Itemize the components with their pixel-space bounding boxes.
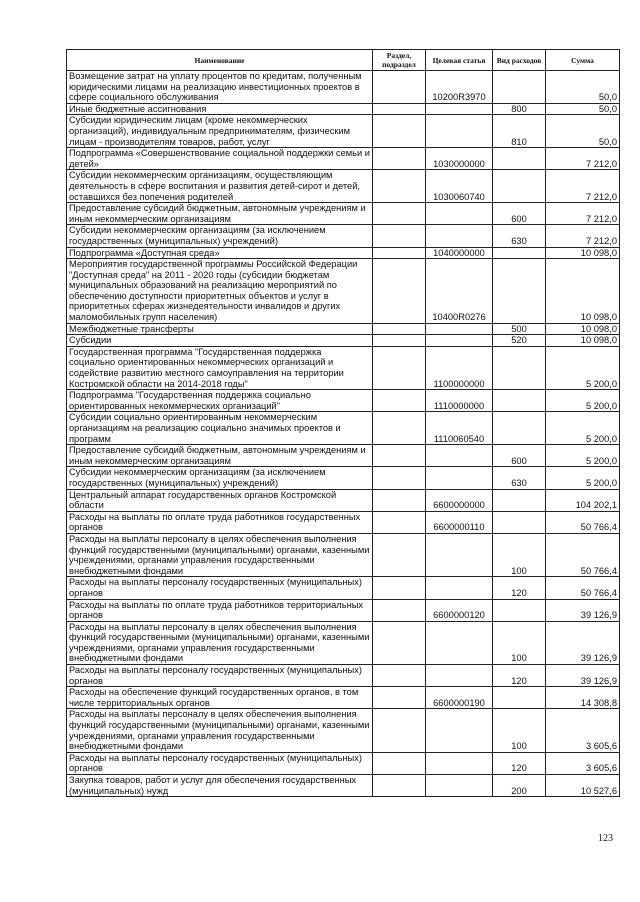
cell-sum: 7 212,0 [546, 203, 620, 225]
cell-name: Расходы на выплаты персоналу в целях обеспечения выполнения функций государственными (муниципальными) органами, казенными учреждениями, органами управления государственными внебюджетными фондами [67, 709, 373, 752]
cell-target: 6600000190 [426, 687, 493, 709]
cell-name: Возмещение затрат на уплату процентов по кредитам, полученным юридическими лицами на реализацию инвестиционных проектов в сфере социального обслуживания [67, 71, 373, 104]
cell-name: Подпрограмма "Государственная поддержка социально ориентированных некоммерческих организаций" [67, 390, 373, 412]
column-header-section: Раздел, подраздел [373, 50, 426, 71]
cell-section [373, 170, 426, 203]
cell-sum: 50,0 [546, 103, 620, 115]
cell-sum: 39 126,9 [546, 621, 620, 664]
cell-section [373, 687, 426, 709]
cell-section [373, 103, 426, 115]
cell-section [373, 665, 426, 687]
cell-section [373, 621, 426, 664]
cell-section [373, 259, 426, 324]
cell-section [373, 775, 426, 797]
cell-sum: 7 212,0 [546, 225, 620, 247]
budget-table [66, 49, 620, 797]
column-header-name: Наименование [67, 50, 373, 71]
column-header-target: Целевая статья [426, 50, 493, 71]
cell-section [373, 335, 426, 347]
cell-type [493, 412, 546, 445]
cell-type: 100 [493, 709, 546, 752]
cell-target [426, 335, 493, 347]
cell-name: Субсидии социально ориентированным некоммерческим организациям на реализацию социально значимых проектов и программ [67, 412, 373, 445]
cell-sum: 3 605,6 [546, 752, 620, 774]
cell-sum: 104 202,1 [546, 489, 620, 511]
cell-name: Расходы на выплаты персоналу в целях обеспечения выполнения функций государственными (муниципальными) органами, казенными учреждениями, органами управления государственными внебюджетными фондами [67, 621, 373, 664]
cell-type [493, 511, 546, 533]
cell-target: 1100000000 [426, 346, 493, 389]
cell-type: 120 [493, 665, 546, 687]
cell-target: 1030060740 [426, 170, 493, 203]
page-number: 123 [598, 833, 613, 844]
cell-type [493, 259, 546, 324]
table-row [67, 115, 620, 148]
cell-sum: 5 200,0 [546, 346, 620, 389]
cell-target: 6600000000 [426, 489, 493, 511]
table-row [67, 709, 620, 752]
cell-section [373, 247, 426, 259]
cell-sum: 5 200,0 [546, 390, 620, 412]
cell-target [426, 203, 493, 225]
cell-section [373, 390, 426, 412]
cell-target [426, 445, 493, 467]
cell-sum: 7 212,0 [546, 148, 620, 170]
cell-section [373, 489, 426, 511]
cell-sum: 10 098,0 [546, 335, 620, 347]
column-header-type: Вид расходов [493, 50, 546, 71]
cell-target: 6600000110 [426, 511, 493, 533]
table-row [67, 259, 620, 324]
cell-target [426, 709, 493, 752]
cell-name: Подпрограмма «Доступная среда» [67, 247, 373, 259]
cell-name: Предоставление субсидий бюджетным, автономным учреждениям и иным некоммерческим организациям [67, 203, 373, 225]
table-row [67, 599, 620, 621]
cell-section [373, 346, 426, 389]
cell-name: Расходы на выплаты персоналу в целях обеспечения выполнения функций государственными (муниципальными) органами, казенными учреждениями, органами управления государственными внебюджетными фондами [67, 533, 373, 576]
table-row [67, 445, 620, 467]
cell-section [373, 323, 426, 335]
cell-target: 10200R3970 [426, 71, 493, 104]
table-row [67, 335, 620, 347]
cell-name: Иные бюджетные ассигнования [67, 103, 373, 115]
cell-sum: 7 212,0 [546, 170, 620, 203]
cell-target: 1110000000 [426, 390, 493, 412]
cell-type: 630 [493, 225, 546, 247]
cell-name: Расходы на выплаты персоналу государственных (муниципальных) органов [67, 577, 373, 599]
cell-name: Мероприятия государственной программы Российской Федерации "Доступная среда" на 2011 - 2020 годы (субсидии бюджетам муниципальных образований на реализацию мероприятий по обеспечению доступности приоритетных объектов и услуг в приоритетных сферах жизнедеятельности инвалидов и других маломобильных групп населения) [67, 259, 373, 324]
table-row [67, 775, 620, 797]
cell-target [426, 752, 493, 774]
cell-sum: 5 200,0 [546, 412, 620, 445]
cell-target [426, 665, 493, 687]
cell-sum: 3 605,6 [546, 709, 620, 752]
cell-section [373, 467, 426, 489]
table-row [67, 511, 620, 533]
cell-target [426, 103, 493, 115]
column-header-sum: Сумма [546, 50, 620, 71]
table-row [67, 247, 620, 259]
cell-section [373, 445, 426, 467]
table-row [67, 148, 620, 170]
cell-target [426, 323, 493, 335]
cell-section [373, 511, 426, 533]
cell-name: Субсидии некоммерческим организациям (за исключением государственных (муниципальных) учреждений) [67, 467, 373, 489]
cell-section [373, 71, 426, 104]
table-row [67, 621, 620, 664]
cell-section [373, 225, 426, 247]
cell-type [493, 170, 546, 203]
table-row [67, 225, 620, 247]
cell-target [426, 467, 493, 489]
table-row [67, 390, 620, 412]
cell-section [373, 203, 426, 225]
table-row [67, 687, 620, 709]
table-row [67, 489, 620, 511]
cell-type: 500 [493, 323, 546, 335]
cell-name: Субсидии [67, 335, 373, 347]
cell-type [493, 489, 546, 511]
cell-sum: 39 126,9 [546, 599, 620, 621]
table-row [67, 346, 620, 389]
cell-type: 800 [493, 103, 546, 115]
cell-sum: 50,0 [546, 71, 620, 104]
cell-section [373, 752, 426, 774]
cell-name: Государственная программа "Государственная поддержка социально ориентированных некоммерческих организаций и содействие развитию местного самоуправления на территории Костромской области на 2014-2018 годы" [67, 346, 373, 389]
cell-type: 100 [493, 533, 546, 576]
table-row [67, 577, 620, 599]
table-body [67, 71, 620, 797]
cell-section [373, 533, 426, 576]
cell-section [373, 577, 426, 599]
cell-type [493, 346, 546, 389]
cell-name: Расходы на выплаты персоналу государственных (муниципальных) органов [67, 665, 373, 687]
cell-target [426, 775, 493, 797]
cell-type: 810 [493, 115, 546, 148]
table-row [67, 467, 620, 489]
cell-target [426, 115, 493, 148]
cell-target [426, 621, 493, 664]
cell-sum: 50 766,4 [546, 533, 620, 576]
cell-target [426, 577, 493, 599]
cell-name: Расходы на выплаты по оплате труда работников государственных органов [67, 511, 373, 533]
cell-type [493, 599, 546, 621]
cell-target: 6600000120 [426, 599, 493, 621]
cell-sum: 5 200,0 [546, 467, 620, 489]
cell-sum: 10 098,0 [546, 323, 620, 335]
table-row [67, 203, 620, 225]
cell-section [373, 599, 426, 621]
table-row [67, 103, 620, 115]
table-header-row [67, 50, 620, 71]
cell-target [426, 225, 493, 247]
cell-name: Расходы на выплаты персоналу государственных (муниципальных) органов [67, 752, 373, 774]
cell-target: 10400R0276 [426, 259, 493, 324]
table-row [67, 323, 620, 335]
cell-sum: 50 766,4 [546, 577, 620, 599]
table-row [67, 752, 620, 774]
cell-name: Межбюджетные трансферты [67, 323, 373, 335]
cell-name: Расходы на выплаты по оплате труда работников территориальных органов [67, 599, 373, 621]
cell-sum: 50,0 [546, 115, 620, 148]
table-row [67, 71, 620, 104]
cell-type [493, 247, 546, 259]
cell-type [493, 71, 546, 104]
cell-section [373, 115, 426, 148]
cell-type [493, 148, 546, 170]
cell-name: Закупка товаров, работ и услуг для обеспечения государственных (муниципальных) нужд [67, 775, 373, 797]
cell-type: 520 [493, 335, 546, 347]
cell-type: 630 [493, 467, 546, 489]
cell-name: Субсидии некоммерческим организациям, осуществляющим деятельность в сфере воспитания и развития детей-сирот и детей, оставшихся без попечения родителей [67, 170, 373, 203]
cell-section [373, 148, 426, 170]
cell-type: 200 [493, 775, 546, 797]
cell-name: Субсидии юридическим лицам (кроме некоммерческих организаций), индивидуальным предпринимателям, физическим лицам - производителям товаров, работ, услуг [67, 115, 373, 148]
cell-sum: 50 766,4 [546, 511, 620, 533]
cell-target [426, 533, 493, 576]
cell-section [373, 709, 426, 752]
cell-target: 1030000000 [426, 148, 493, 170]
cell-type: 120 [493, 752, 546, 774]
cell-type [493, 687, 546, 709]
table-row [67, 412, 620, 445]
table-row [67, 533, 620, 576]
cell-type: 100 [493, 621, 546, 664]
cell-target: 1110060540 [426, 412, 493, 445]
cell-sum: 10 527,6 [546, 775, 620, 797]
cell-sum: 10 098,0 [546, 259, 620, 324]
cell-section [373, 412, 426, 445]
cell-type [493, 390, 546, 412]
cell-sum: 14 308,8 [546, 687, 620, 709]
cell-sum: 39 126,9 [546, 665, 620, 687]
cell-target: 1040000000 [426, 247, 493, 259]
table-row [67, 665, 620, 687]
cell-type: 600 [493, 203, 546, 225]
cell-sum: 10 098,0 [546, 247, 620, 259]
cell-name: Расходы на обеспечение функций государственных органов, в том числе территориальных органов [67, 687, 373, 709]
cell-type: 600 [493, 445, 546, 467]
table-row [67, 170, 620, 203]
cell-name: Центральный аппарат государственных органов Костромской области [67, 489, 373, 511]
cell-name: Предоставление субсидий бюджетным, автономным учреждениям и иным некоммерческим организациям [67, 445, 373, 467]
cell-name: Подпрограмма «Совершенствование социальной поддержки семьи и детей» [67, 148, 373, 170]
cell-type: 120 [493, 577, 546, 599]
cell-name: Субсидии некоммерческим организациям (за исключением государственных (муниципальных) учреждений) [67, 225, 373, 247]
cell-sum: 5 200,0 [546, 445, 620, 467]
